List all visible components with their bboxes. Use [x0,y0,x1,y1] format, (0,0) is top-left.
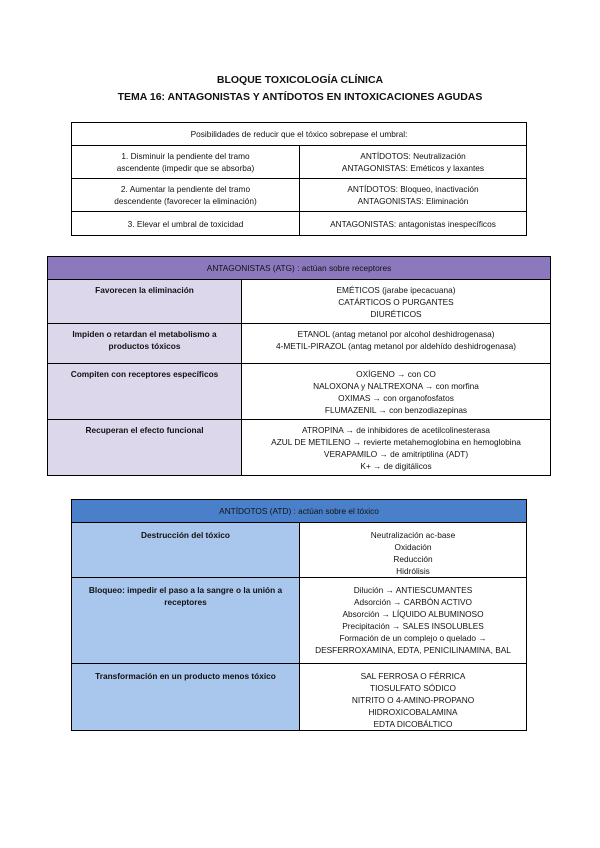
agents-cell [242,324,551,364]
agents-cell [300,523,527,578]
document-title: BLOQUE TOXICOLOGÍA CLÍNICA [216,74,384,86]
table-row [72,146,527,179]
antidotes-table-header: ANTÍDOTOS (ATD) : actúan sobre el tóxico [72,500,527,523]
agents-cell [300,664,527,731]
table-row [48,324,551,364]
cell-line: TIOSULFATO SÓDICO [370,683,456,693]
document-subtitle: TEMA 16: ANTAGONISTAS Y ANTÍDOTOS EN INTOXICACIONES AGUDAS [117,91,483,103]
cell-line: AZUL DE METILENO → revierte metahemoglobina en hemoglobina [271,437,521,447]
agents-cell [242,280,551,324]
cell-line: Neutralización ac-base [370,530,456,540]
cell-line: OXÍGENO → con CO [356,369,436,379]
cell-line: ANTAGONISTAS: Eliminación [357,196,469,206]
agents-cell [242,420,551,476]
table-row [48,280,551,324]
table-row [72,664,527,731]
cell-line: FLUMAZENIL → con benzodiazepinas [324,405,468,415]
mechanism-cell [48,324,242,364]
cell-line: Bloqueo: impedir el paso a la sangre o la unión a [88,585,283,595]
cell-line: Compiten con receptores específicos [70,369,219,379]
cell-line: Impiden o retardan el metabolismo a [72,329,217,339]
antagonists-table-header: ANTAGONISTAS (ATG) : actúan sobre receptores [48,257,551,280]
threshold-option-cell [72,212,300,236]
cell-line: VERAPAMILO → de amitriptilina (ADT) [323,449,469,459]
antagonists-table [47,256,551,476]
cell-line: Transformación en un producto menos tóxico [95,671,276,681]
cell-line: 2. Aumentar la pendiente del tramo [120,184,251,194]
cell-line: Precipitación → SALES INSOLUBLES [342,621,484,631]
cell-line: Reducción [393,554,433,564]
cell-line: ATROPINA → de inhibidores de acetilcolinesterasa [301,425,490,435]
cell-line: receptores [164,597,207,607]
cell-line: EDTA DICOBÁLTICO [373,719,453,729]
table-row [72,212,527,236]
cell-line: DESFERROXAMINA, EDTA, PENICILINAMINA, BAL [315,645,511,655]
cell-line: OXIMAS → con organofosfatos [338,393,454,403]
cell-line: ETANOL (antag metanol por alcohol deshidrogenasa) [297,329,495,339]
mechanism-cell [72,664,300,731]
cell-line: Adsorción → CARBÓN ACTIVO [353,597,473,607]
cell-line: Formación de un complejo o quelado → [339,633,487,643]
table-row [48,420,551,476]
mechanism-cell [72,578,300,664]
cell-line: 1. Disminuir la pendiente del tramo [121,151,250,161]
cell-line: NALOXONA y NALTREXONA → con morfina [313,381,479,391]
cell-line: 4-METIL-PIRAZOL (antag metanol por aldehído deshidrogenasa) [276,341,516,351]
cell-line: ANTAGONISTAS: antagonistas inespecíficos [330,218,496,229]
threshold-result-cell [300,212,527,236]
cell-line: Recuperan el efecto funcional [85,425,204,435]
mechanism-cell [48,280,242,324]
cell-line: productos tóxicos [108,341,181,351]
threshold-option-cell [72,179,300,212]
cell-line: SAL FERROSA O FÉRRICA [360,671,466,681]
cell-line: 3. Elevar el umbral de toxicidad [127,218,244,229]
agents-cell [242,364,551,420]
cell-line: Favorecen la eliminación [95,285,194,295]
table-row [72,578,527,664]
cell-line: Oxidación [394,542,432,552]
table-row [72,179,527,212]
cell-line: descendente (favorecer la eliminación) [114,196,257,206]
threshold-result-cell [300,179,527,212]
cell-line: NITRITO O 4-AMINO-PROPANO [351,695,475,705]
cell-line: ascendente (impedir que se absorba) [116,163,255,173]
mechanism-cell [48,420,242,476]
threshold-table-header: Posibilidades de reducir que el tóxico sobrepase el umbral: [72,123,527,146]
threshold-option-cell [72,146,300,179]
table-row [48,364,551,420]
cell-line: Dilución → ANTIESCUMANTES [353,585,473,595]
cell-line: K+ → de digitálicos [360,461,432,471]
cell-line: DIURÉTICOS [370,309,422,319]
cell-line: Destrucción del tóxico [141,530,230,540]
cell-line: ANTAGONISTAS: Eméticos y laxantes [341,163,485,173]
cell-line: ANTÍDOTOS: Neutralización [360,151,466,161]
cell-line: HIDROXICOBALAMINA [368,707,458,717]
cell-line: Hidrólisis [396,566,430,576]
threshold-result-cell [300,146,527,179]
mechanism-cell [72,523,300,578]
cell-line: CATÁRTICOS O PURGANTES [338,297,454,307]
cell-line: EMÉTICOS (jarabe ipecacuana) [336,285,456,295]
mechanism-cell [48,364,242,420]
cell-line: ANTÍDOTOS: Bloqueo, inactivación [347,184,479,194]
threshold-table [71,122,527,236]
antidotes-table [71,499,527,731]
agents-cell [300,578,527,664]
table-row [72,523,527,578]
cell-line: Absorción → LÍQUIDO ALBUMINOSO [342,609,484,619]
